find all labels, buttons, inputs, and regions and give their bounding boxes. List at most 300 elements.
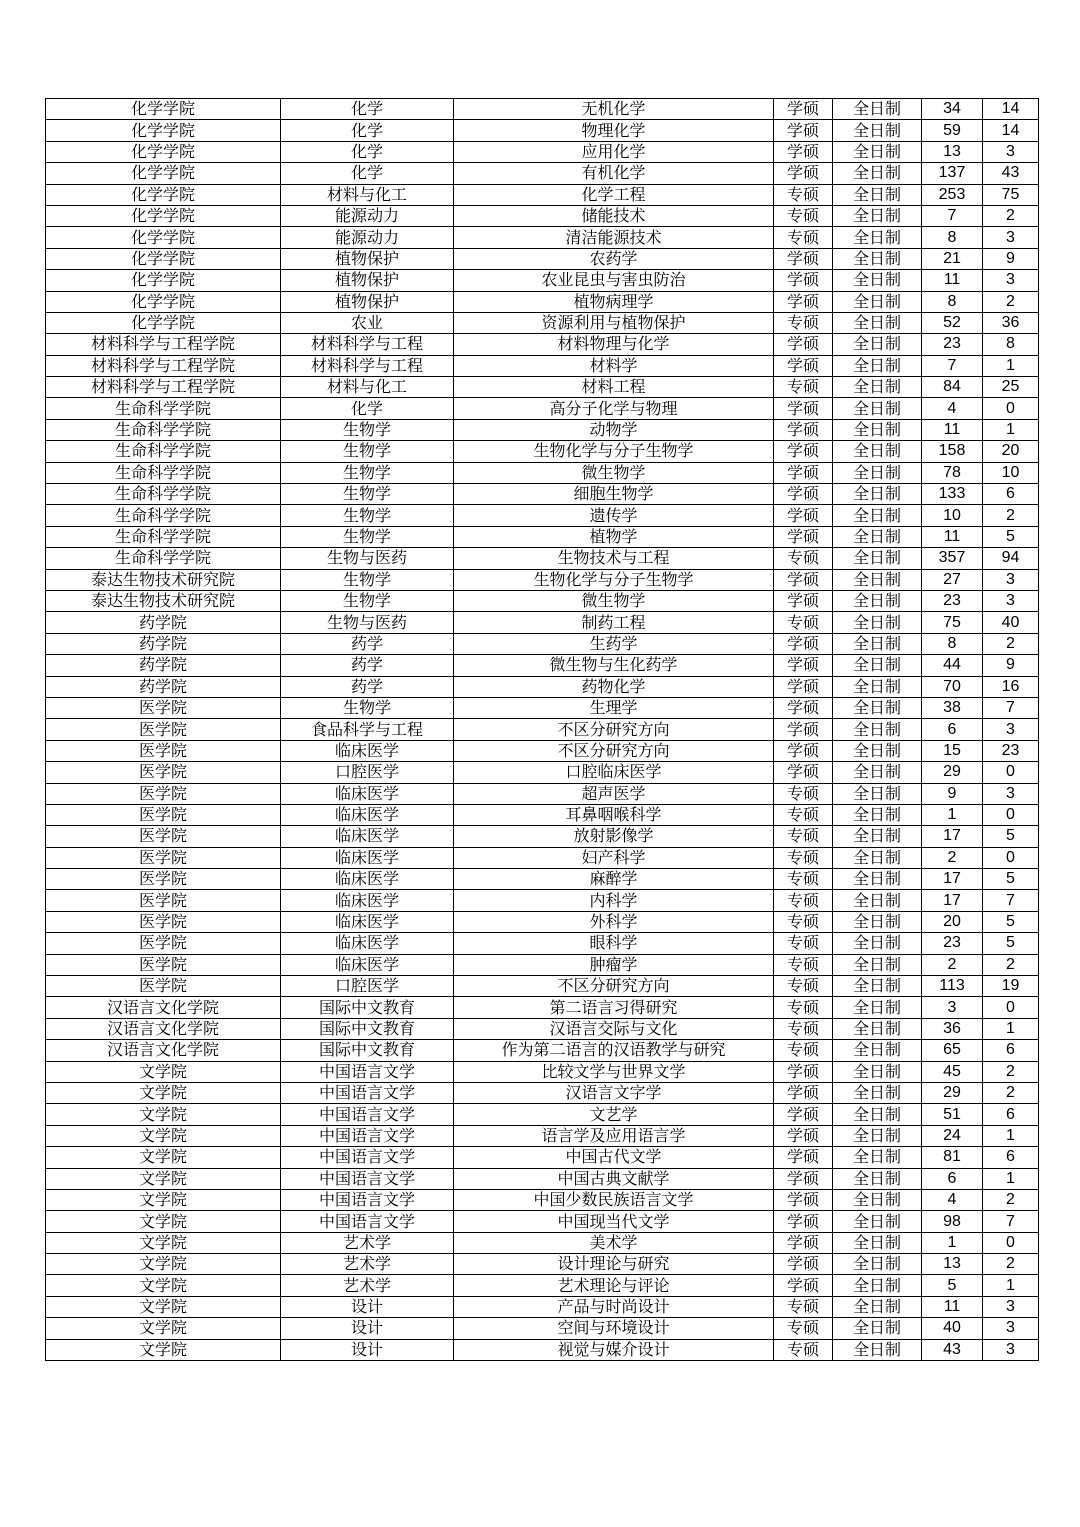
discipline-cell: 农业 <box>281 312 454 333</box>
admitted-cell: 0 <box>983 997 1039 1018</box>
admitted-cell: 2 <box>983 505 1039 526</box>
study-mode-cell: 全日制 <box>833 334 922 355</box>
discipline-cell: 艺术学 <box>281 1275 454 1296</box>
college-cell: 医学院 <box>46 719 281 740</box>
admitted-cell: 5 <box>983 869 1039 890</box>
discipline-cell: 临床医学 <box>281 826 454 847</box>
table-row <box>46 484 1039 505</box>
study-mode-cell: 全日制 <box>833 804 922 825</box>
study-mode-cell: 全日制 <box>833 377 922 398</box>
major-cell: 耳鼻咽喉科学 <box>454 804 774 825</box>
major-cell: 植物病理学 <box>454 291 774 312</box>
discipline-cell: 植物保护 <box>281 248 454 269</box>
degree-type-cell: 专硕 <box>774 1296 833 1317</box>
applicants-cell: 29 <box>922 762 983 783</box>
college-cell: 医学院 <box>46 762 281 783</box>
table-row <box>46 1040 1039 1061</box>
admitted-cell: 19 <box>983 976 1039 997</box>
discipline-cell: 食品科学与工程 <box>281 719 454 740</box>
degree-type-cell: 专硕 <box>774 954 833 975</box>
major-cell: 比较文学与世界文学 <box>454 1061 774 1082</box>
table-row <box>46 184 1039 205</box>
study-mode-cell: 全日制 <box>833 398 922 419</box>
table-row <box>46 590 1039 611</box>
discipline-cell: 国际中文教育 <box>281 1040 454 1061</box>
degree-type-cell: 学硕 <box>774 1275 833 1296</box>
college-cell: 化学学院 <box>46 205 281 226</box>
major-cell: 无机化学 <box>454 99 774 120</box>
college-cell: 医学院 <box>46 890 281 911</box>
college-cell: 文学院 <box>46 1254 281 1275</box>
study-mode-cell: 全日制 <box>833 740 922 761</box>
college-cell: 医学院 <box>46 826 281 847</box>
degree-type-cell: 学硕 <box>774 676 833 697</box>
major-cell: 放射影像学 <box>454 826 774 847</box>
college-cell: 化学学院 <box>46 248 281 269</box>
discipline-cell: 临床医学 <box>281 954 454 975</box>
table-row <box>46 633 1039 654</box>
table-row <box>46 1296 1039 1317</box>
table-row <box>46 1254 1039 1275</box>
college-cell: 材料科学与工程学院 <box>46 377 281 398</box>
study-mode-cell: 全日制 <box>833 997 922 1018</box>
admitted-cell: 94 <box>983 548 1039 569</box>
study-mode-cell: 全日制 <box>833 633 922 654</box>
discipline-cell: 生物学 <box>281 569 454 590</box>
discipline-cell: 中国语言文学 <box>281 1147 454 1168</box>
degree-type-cell: 学硕 <box>774 1061 833 1082</box>
discipline-cell: 材料与化工 <box>281 184 454 205</box>
applicants-cell: 17 <box>922 869 983 890</box>
study-mode-cell: 全日制 <box>833 526 922 547</box>
major-cell: 药物化学 <box>454 676 774 697</box>
admitted-cell: 2 <box>983 1082 1039 1103</box>
admitted-cell: 7 <box>983 697 1039 718</box>
study-mode-cell: 全日制 <box>833 419 922 440</box>
applicants-cell: 78 <box>922 462 983 483</box>
applicants-cell: 2 <box>922 954 983 975</box>
major-cell: 麻醉学 <box>454 869 774 890</box>
degree-type-cell: 专硕 <box>774 997 833 1018</box>
degree-type-cell: 专硕 <box>774 548 833 569</box>
applicants-cell: 59 <box>922 120 983 141</box>
study-mode-cell: 全日制 <box>833 590 922 611</box>
applicants-cell: 1 <box>922 1232 983 1253</box>
major-cell: 空间与环境设计 <box>454 1318 774 1339</box>
applicants-cell: 38 <box>922 697 983 718</box>
table-row <box>46 291 1039 312</box>
table-row <box>46 1104 1039 1125</box>
degree-type-cell: 学硕 <box>774 590 833 611</box>
discipline-cell: 生物学 <box>281 590 454 611</box>
admitted-cell: 1 <box>983 355 1039 376</box>
discipline-cell: 药学 <box>281 655 454 676</box>
applicants-cell: 9 <box>922 783 983 804</box>
applicants-cell: 44 <box>922 655 983 676</box>
college-cell: 文学院 <box>46 1104 281 1125</box>
study-mode-cell: 全日制 <box>833 248 922 269</box>
table-row <box>46 847 1039 868</box>
table-row <box>46 697 1039 718</box>
major-cell: 不区分研究方向 <box>454 740 774 761</box>
table-row <box>46 890 1039 911</box>
major-cell: 生药学 <box>454 633 774 654</box>
table-row <box>46 462 1039 483</box>
discipline-cell: 中国语言文学 <box>281 1104 454 1125</box>
table-row <box>46 719 1039 740</box>
discipline-cell: 设计 <box>281 1339 454 1360</box>
table-row <box>46 1211 1039 1232</box>
study-mode-cell: 全日制 <box>833 869 922 890</box>
study-mode-cell: 全日制 <box>833 291 922 312</box>
applicants-cell: 11 <box>922 419 983 440</box>
study-mode-cell: 全日制 <box>833 890 922 911</box>
admitted-cell: 1 <box>983 1275 1039 1296</box>
major-cell: 眼科学 <box>454 933 774 954</box>
degree-type-cell: 专硕 <box>774 1318 833 1339</box>
table-row <box>46 99 1039 120</box>
applicants-cell: 8 <box>922 227 983 248</box>
degree-type-cell: 专硕 <box>774 1018 833 1039</box>
major-cell: 生理学 <box>454 697 774 718</box>
major-cell: 妇产科学 <box>454 847 774 868</box>
admitted-cell: 0 <box>983 804 1039 825</box>
discipline-cell: 材料科学与工程 <box>281 334 454 355</box>
discipline-cell: 生物学 <box>281 505 454 526</box>
college-cell: 医学院 <box>46 740 281 761</box>
applicants-cell: 40 <box>922 1318 983 1339</box>
applicants-cell: 43 <box>922 1339 983 1360</box>
study-mode-cell: 全日制 <box>833 697 922 718</box>
discipline-cell: 临床医学 <box>281 740 454 761</box>
degree-type-cell: 学硕 <box>774 398 833 419</box>
applicants-cell: 6 <box>922 1168 983 1189</box>
college-cell: 化学学院 <box>46 120 281 141</box>
applicants-cell: 70 <box>922 676 983 697</box>
college-cell: 化学学院 <box>46 184 281 205</box>
applicants-cell: 52 <box>922 312 983 333</box>
applicants-cell: 11 <box>922 270 983 291</box>
admitted-cell: 3 <box>983 227 1039 248</box>
college-cell: 生命科学学院 <box>46 526 281 547</box>
major-cell: 化学工程 <box>454 184 774 205</box>
degree-type-cell: 专硕 <box>774 933 833 954</box>
study-mode-cell: 全日制 <box>833 163 922 184</box>
discipline-cell: 材料科学与工程 <box>281 355 454 376</box>
applicants-cell: 17 <box>922 890 983 911</box>
college-cell: 医学院 <box>46 697 281 718</box>
college-cell: 生命科学学院 <box>46 505 281 526</box>
applicants-cell: 23 <box>922 590 983 611</box>
study-mode-cell: 全日制 <box>833 1168 922 1189</box>
table-row <box>46 740 1039 761</box>
applicants-cell: 13 <box>922 141 983 162</box>
applicants-cell: 137 <box>922 163 983 184</box>
admitted-cell: 3 <box>983 1296 1039 1317</box>
discipline-cell: 临床医学 <box>281 847 454 868</box>
table-row <box>46 270 1039 291</box>
study-mode-cell: 全日制 <box>833 270 922 291</box>
major-cell: 中国少数民族语言文学 <box>454 1189 774 1210</box>
applicants-cell: 34 <box>922 99 983 120</box>
degree-type-cell: 学硕 <box>774 99 833 120</box>
table-row <box>46 783 1039 804</box>
applicants-cell: 51 <box>922 1104 983 1125</box>
admitted-cell: 3 <box>983 1339 1039 1360</box>
admitted-cell: 10 <box>983 462 1039 483</box>
applicants-cell: 75 <box>922 612 983 633</box>
major-cell: 储能技术 <box>454 205 774 226</box>
degree-type-cell: 专硕 <box>774 869 833 890</box>
study-mode-cell: 全日制 <box>833 1147 922 1168</box>
major-cell: 微生物学 <box>454 462 774 483</box>
degree-type-cell: 学硕 <box>774 270 833 291</box>
major-cell: 材料工程 <box>454 377 774 398</box>
study-mode-cell: 全日制 <box>833 1275 922 1296</box>
table-row <box>46 141 1039 162</box>
applicants-cell: 20 <box>922 911 983 932</box>
college-cell: 文学院 <box>46 1318 281 1339</box>
applicants-cell: 11 <box>922 1296 983 1317</box>
major-cell: 产品与时尚设计 <box>454 1296 774 1317</box>
college-cell: 文学院 <box>46 1339 281 1360</box>
degree-type-cell: 学硕 <box>774 1189 833 1210</box>
degree-type-cell: 专硕 <box>774 976 833 997</box>
degree-type-cell: 学硕 <box>774 655 833 676</box>
table-row <box>46 355 1039 376</box>
major-cell: 汉语言文字学 <box>454 1082 774 1103</box>
admitted-cell: 3 <box>983 1318 1039 1339</box>
table-row <box>46 548 1039 569</box>
degree-type-cell: 学硕 <box>774 1147 833 1168</box>
admitted-cell: 3 <box>983 590 1039 611</box>
college-cell: 化学学院 <box>46 141 281 162</box>
applicants-cell: 24 <box>922 1125 983 1146</box>
admitted-cell: 0 <box>983 398 1039 419</box>
college-cell: 文学院 <box>46 1296 281 1317</box>
degree-type-cell: 专硕 <box>774 847 833 868</box>
admitted-cell: 7 <box>983 890 1039 911</box>
major-cell: 设计理论与研究 <box>454 1254 774 1275</box>
major-cell: 材料学 <box>454 355 774 376</box>
study-mode-cell: 全日制 <box>833 976 922 997</box>
college-cell: 文学院 <box>46 1061 281 1082</box>
study-mode-cell: 全日制 <box>833 205 922 226</box>
degree-type-cell: 学硕 <box>774 120 833 141</box>
discipline-cell: 临床医学 <box>281 869 454 890</box>
degree-type-cell: 学硕 <box>774 291 833 312</box>
applicants-cell: 4 <box>922 1189 983 1210</box>
discipline-cell: 临床医学 <box>281 890 454 911</box>
degree-type-cell: 学硕 <box>774 1168 833 1189</box>
admitted-cell: 1 <box>983 1018 1039 1039</box>
degree-type-cell: 专硕 <box>774 1339 833 1360</box>
table-row <box>46 505 1039 526</box>
table-row <box>46 526 1039 547</box>
study-mode-cell: 全日制 <box>833 548 922 569</box>
admitted-cell: 3 <box>983 783 1039 804</box>
admitted-cell: 2 <box>983 954 1039 975</box>
applicants-cell: 11 <box>922 526 983 547</box>
applicants-cell: 8 <box>922 633 983 654</box>
college-cell: 生命科学学院 <box>46 419 281 440</box>
degree-type-cell: 专硕 <box>774 612 833 633</box>
applicants-cell: 133 <box>922 484 983 505</box>
applicants-cell: 23 <box>922 334 983 355</box>
study-mode-cell: 全日制 <box>833 612 922 633</box>
table-row <box>46 869 1039 890</box>
applicants-cell: 65 <box>922 1040 983 1061</box>
degree-type-cell: 学硕 <box>774 1211 833 1232</box>
discipline-cell: 能源动力 <box>281 227 454 248</box>
discipline-cell: 材料与化工 <box>281 377 454 398</box>
discipline-cell: 生物学 <box>281 419 454 440</box>
study-mode-cell: 全日制 <box>833 719 922 740</box>
major-cell: 制药工程 <box>454 612 774 633</box>
college-cell: 材料科学与工程学院 <box>46 334 281 355</box>
degree-type-cell: 学硕 <box>774 141 833 162</box>
table-row <box>46 911 1039 932</box>
major-cell: 材料物理与化学 <box>454 334 774 355</box>
admitted-cell: 3 <box>983 569 1039 590</box>
study-mode-cell: 全日制 <box>833 184 922 205</box>
college-cell: 泰达生物技术研究院 <box>46 569 281 590</box>
table-row <box>46 826 1039 847</box>
admitted-cell: 1 <box>983 419 1039 440</box>
study-mode-cell: 全日制 <box>833 1232 922 1253</box>
college-cell: 药学院 <box>46 633 281 654</box>
degree-type-cell: 学硕 <box>774 762 833 783</box>
study-mode-cell: 全日制 <box>833 1018 922 1039</box>
degree-type-cell: 学硕 <box>774 740 833 761</box>
college-cell: 生命科学学院 <box>46 462 281 483</box>
major-cell: 超声医学 <box>454 783 774 804</box>
degree-type-cell: 专硕 <box>774 227 833 248</box>
applicants-cell: 84 <box>922 377 983 398</box>
discipline-cell: 设计 <box>281 1318 454 1339</box>
admitted-cell: 20 <box>983 441 1039 462</box>
discipline-cell: 生物学 <box>281 462 454 483</box>
discipline-cell: 生物与医药 <box>281 612 454 633</box>
table-row <box>46 569 1039 590</box>
college-cell: 医学院 <box>46 783 281 804</box>
applicants-cell: 15 <box>922 740 983 761</box>
applicants-cell: 81 <box>922 1147 983 1168</box>
college-cell: 医学院 <box>46 976 281 997</box>
study-mode-cell: 全日制 <box>833 762 922 783</box>
college-cell: 药学院 <box>46 612 281 633</box>
applicants-cell: 1 <box>922 804 983 825</box>
degree-type-cell: 学硕 <box>774 484 833 505</box>
study-mode-cell: 全日制 <box>833 933 922 954</box>
major-cell: 动物学 <box>454 419 774 440</box>
discipline-cell: 临床医学 <box>281 804 454 825</box>
degree-type-cell: 专硕 <box>774 826 833 847</box>
discipline-cell: 艺术学 <box>281 1254 454 1275</box>
table-row <box>46 227 1039 248</box>
college-cell: 汉语言文化学院 <box>46 1040 281 1061</box>
degree-type-cell: 学硕 <box>774 1254 833 1275</box>
admitted-cell: 5 <box>983 933 1039 954</box>
discipline-cell: 植物保护 <box>281 291 454 312</box>
admitted-cell: 6 <box>983 1040 1039 1061</box>
major-cell: 微生物与生化药学 <box>454 655 774 676</box>
degree-type-cell: 专硕 <box>774 804 833 825</box>
discipline-cell: 临床医学 <box>281 911 454 932</box>
study-mode-cell: 全日制 <box>833 1189 922 1210</box>
discipline-cell: 生物学 <box>281 441 454 462</box>
major-cell: 农业昆虫与害虫防治 <box>454 270 774 291</box>
major-cell: 高分子化学与物理 <box>454 398 774 419</box>
admitted-cell: 36 <box>983 312 1039 333</box>
table-row <box>46 441 1039 462</box>
major-cell: 生物技术与工程 <box>454 548 774 569</box>
discipline-cell: 化学 <box>281 163 454 184</box>
applicants-cell: 2 <box>922 847 983 868</box>
major-cell: 不区分研究方向 <box>454 719 774 740</box>
study-mode-cell: 全日制 <box>833 1318 922 1339</box>
study-mode-cell: 全日制 <box>833 355 922 376</box>
table-row <box>46 1339 1039 1360</box>
applicants-cell: 29 <box>922 1082 983 1103</box>
discipline-cell: 临床医学 <box>281 783 454 804</box>
degree-type-cell: 专硕 <box>774 184 833 205</box>
admitted-cell: 2 <box>983 633 1039 654</box>
major-cell: 语言学及应用语言学 <box>454 1125 774 1146</box>
admitted-cell: 0 <box>983 762 1039 783</box>
college-cell: 医学院 <box>46 847 281 868</box>
major-cell: 微生物学 <box>454 590 774 611</box>
major-cell: 外科学 <box>454 911 774 932</box>
college-cell: 文学院 <box>46 1082 281 1103</box>
applicants-cell: 8 <box>922 291 983 312</box>
degree-type-cell: 学硕 <box>774 1232 833 1253</box>
table-row <box>46 954 1039 975</box>
degree-type-cell: 专硕 <box>774 205 833 226</box>
applicants-cell: 6 <box>922 719 983 740</box>
study-mode-cell: 全日制 <box>833 1125 922 1146</box>
study-mode-cell: 全日制 <box>833 141 922 162</box>
major-cell: 中国古代文学 <box>454 1147 774 1168</box>
major-cell: 艺术理论与评论 <box>454 1275 774 1296</box>
admitted-cell: 1 <box>983 1168 1039 1189</box>
discipline-cell: 能源动力 <box>281 205 454 226</box>
study-mode-cell: 全日制 <box>833 120 922 141</box>
major-cell: 肿瘤学 <box>454 954 774 975</box>
admitted-cell: 5 <box>983 526 1039 547</box>
applicants-cell: 5 <box>922 1275 983 1296</box>
major-cell: 作为第二语言的汉语教学与研究 <box>454 1040 774 1061</box>
college-cell: 医学院 <box>46 911 281 932</box>
degree-type-cell: 专硕 <box>774 1040 833 1061</box>
applicants-cell: 45 <box>922 1061 983 1082</box>
degree-type-cell: 学硕 <box>774 248 833 269</box>
discipline-cell: 国际中文教育 <box>281 1018 454 1039</box>
degree-type-cell: 专硕 <box>774 312 833 333</box>
college-cell: 生命科学学院 <box>46 398 281 419</box>
admitted-cell: 6 <box>983 1104 1039 1125</box>
degree-type-cell: 学硕 <box>774 697 833 718</box>
college-cell: 化学学院 <box>46 163 281 184</box>
discipline-cell: 临床医学 <box>281 933 454 954</box>
degree-type-cell: 学硕 <box>774 1125 833 1146</box>
table-row <box>46 1082 1039 1103</box>
degree-type-cell: 学硕 <box>774 419 833 440</box>
applicants-cell: 36 <box>922 1018 983 1039</box>
discipline-cell: 药学 <box>281 676 454 697</box>
discipline-cell: 药学 <box>281 633 454 654</box>
discipline-cell: 生物学 <box>281 484 454 505</box>
